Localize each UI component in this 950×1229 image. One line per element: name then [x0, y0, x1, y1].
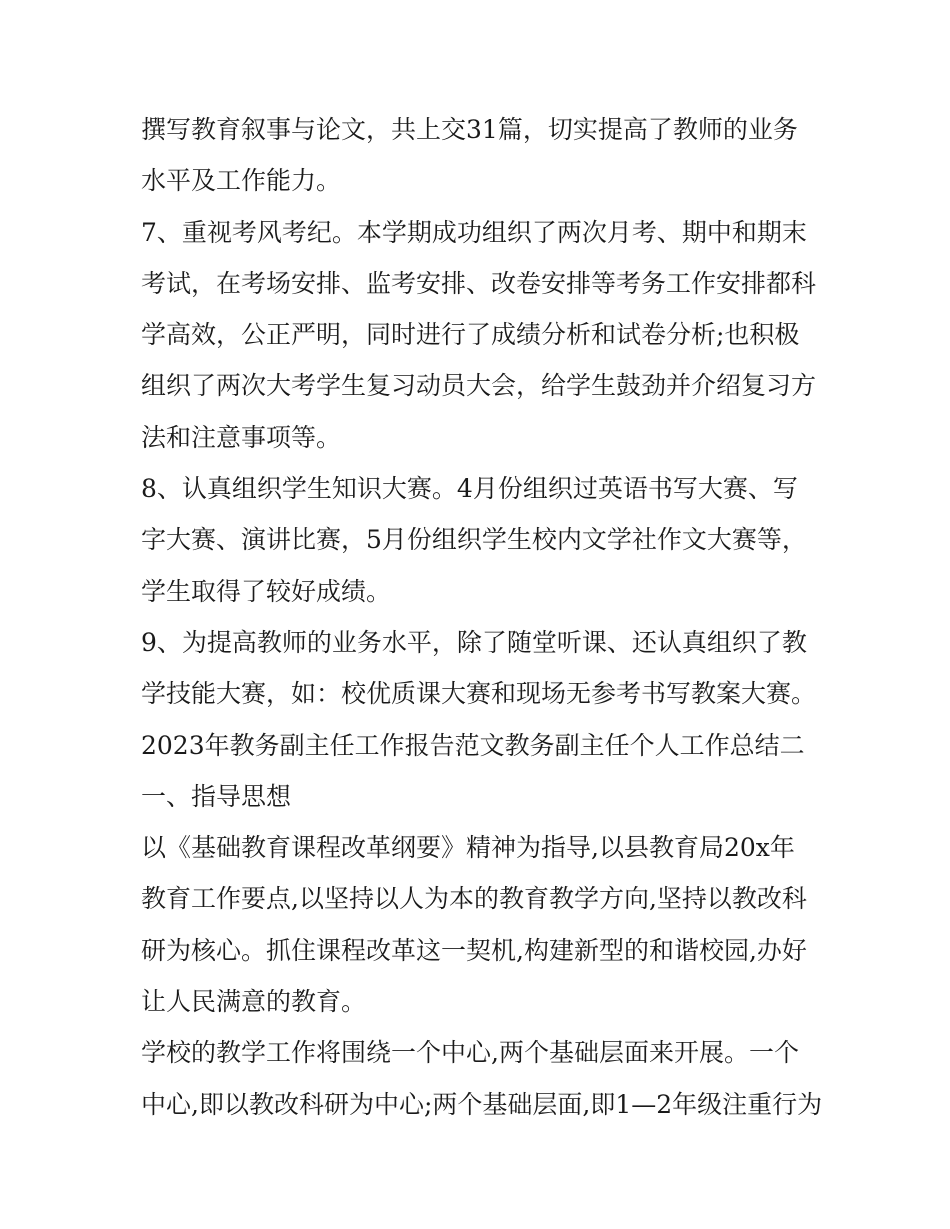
text-line: 水平及工作能力。: [141, 166, 342, 196]
text-line: 学技能大赛，如：校优质课大赛和现场无参考书写教案大赛。: [141, 679, 817, 709]
text-line: 8、认真组织学生知识大赛。4月份组织过英语书写大赛、写: [141, 474, 798, 504]
section-heading: 一、指导思想: [141, 781, 292, 811]
text-line: 9、为提高教师的业务水平，除了随堂听课、还认真组织了教: [141, 627, 807, 657]
text-line: 学高效，公正严明，同时进行了成绩分析和试卷分析;也积极: [141, 320, 800, 350]
text-line: 考试，在考场安排、监考安排、改卷安排等考务工作安排都科: [141, 268, 817, 298]
text-line: 组织了两次大考学生复习动员大会，给学生鼓劲并介绍复习方: [141, 371, 817, 401]
text-line: 法和注意事项等。: [141, 422, 342, 452]
text-line: 撰写教育叙事与论文，共上交31篇，切实提高了教师的业务: [141, 115, 798, 144]
text-line: 字大赛、演讲比赛，5月份组织学生校内文学社作文大赛等，: [141, 525, 807, 555]
text-line: 7、重视考风考纪。本学期成功组织了两次月考、期中和期末: [141, 217, 807, 247]
text-line: 学校的教学工作将围绕一个中心,两个基础层面来开展。一个: [141, 1038, 799, 1068]
text-line: 教育工作要点,以坚持以人为本的教育教学方向,坚持以教改科: [141, 884, 807, 914]
text-line: 以《基础教育课程改革纲要》精神为指导,以县教育局20x年: [141, 833, 795, 863]
text-line: 2023年教务副主任工作报告范文教务副主任个人工作总结二: [141, 730, 805, 760]
document-body: [141, 104, 821, 1130]
text-line: 中心,即以教改科研为中心;两个基础层面,即1—2年级注重行为: [141, 1089, 823, 1119]
text-line: 研为核心。抓住课程改革这一契机,构建新型的和谐校园,办好: [141, 935, 807, 965]
text-line: 学生取得了较好成绩。: [141, 576, 392, 606]
text-line: 让人民满意的教育。: [141, 987, 367, 1017]
